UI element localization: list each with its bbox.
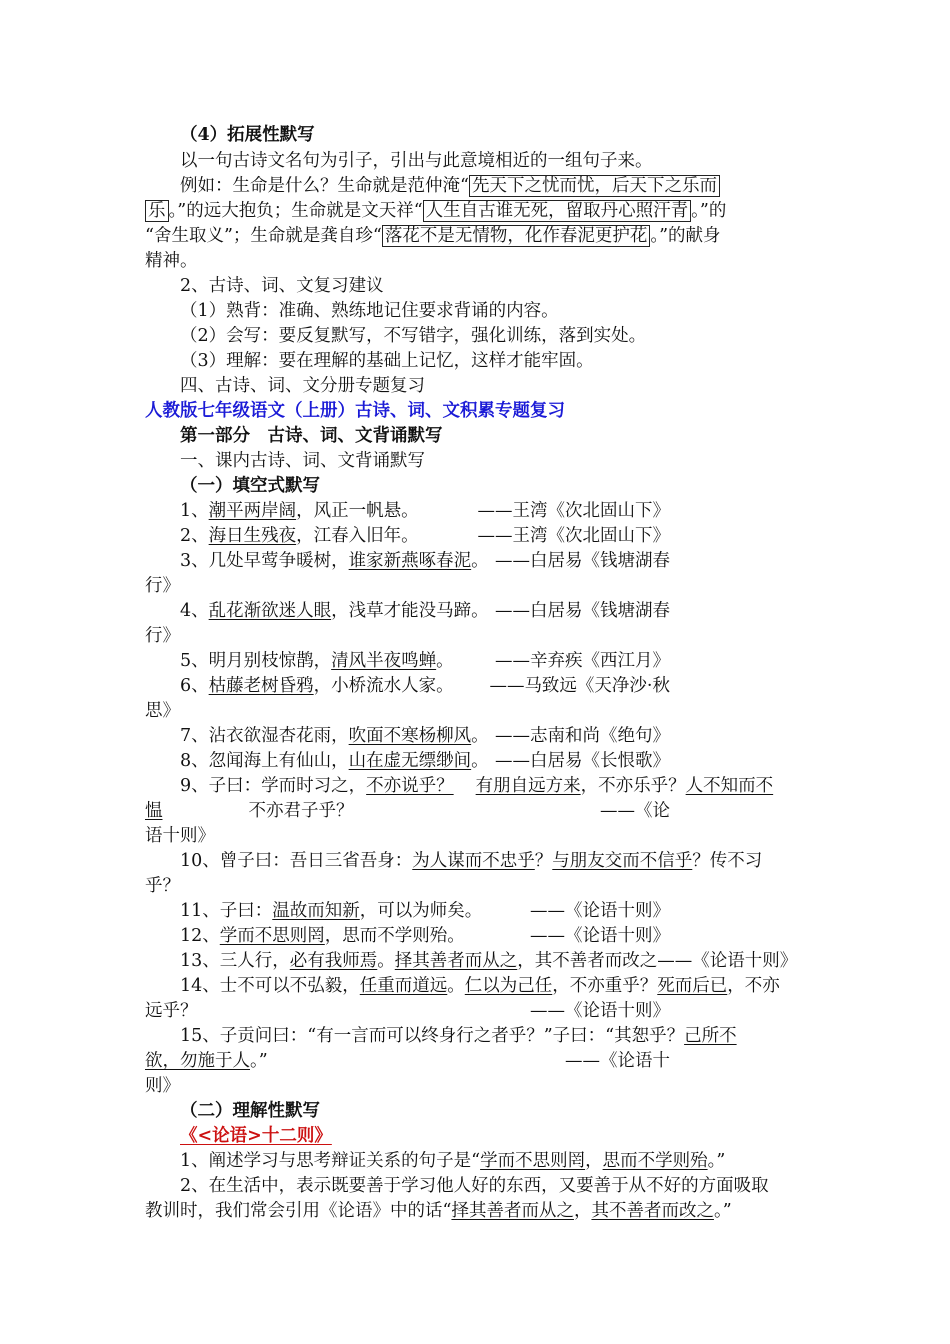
list-item — [180, 899, 810, 924]
answer-text: 清风半夜鸣蝉 — [331, 651, 437, 671]
source-citation: ——马致远《天净沙·秋 — [489, 676, 670, 696]
item-continuation: 语十则》 — [145, 826, 215, 846]
source-citation: ——白居易《钱塘湖春 — [495, 601, 670, 621]
example-text: “舍生取义”；生命就是龚自珍“ — [145, 226, 382, 246]
understanding-heading: （二）理解性默写 — [180, 1101, 320, 1121]
item-text: 2、 — [180, 526, 209, 546]
item-text: 。 — [447, 976, 465, 996]
source-citation: ——王湾《次北固山下》 — [477, 526, 670, 546]
item-text: 3、几处早莺争暖树， — [180, 551, 349, 571]
source-citation: ——《论语十则》 — [530, 926, 670, 946]
advice-item-1: （1）熟背：准确、熟练地记住要求背诵的内容。 — [180, 301, 559, 321]
doc-title: 人教版七年级语文（上册）古诗、词、文积累专题复习 — [145, 401, 565, 421]
fill-in-heading: （一）填空式默写 — [180, 476, 320, 496]
answer-text: 死而后已 — [657, 976, 728, 996]
example-line-1 — [180, 174, 810, 199]
answer-text: 其不善者而改之 — [591, 1201, 714, 1221]
answer-text: 必有我师焉 — [289, 951, 378, 971]
item-continuation: 乎？ — [145, 876, 180, 896]
question-text: 。” — [707, 1151, 726, 1171]
answer-text: 愠 — [145, 801, 163, 821]
expansion-desc: 以一句古诗文名句为引子，引出与此意境相近的一组句子来。 — [180, 151, 653, 171]
list-item — [180, 949, 810, 974]
item-text: 4、 — [180, 601, 209, 621]
item-text: ，不亦乐乎？ — [580, 776, 686, 796]
item-text: ，不亦重乎？ — [552, 976, 658, 996]
source-citation: ——辛弃疾《西江月》 — [495, 651, 670, 671]
item-text: 14、士不可以不弘毅， — [180, 976, 360, 996]
example-line-4: 精神。 — [145, 251, 198, 271]
answer-text: 择其善者而从之 — [451, 1201, 574, 1221]
answer-text: 己所不 — [684, 1026, 737, 1046]
answer-text: 有朋自远方来 — [475, 776, 581, 796]
list-item — [180, 499, 810, 524]
answer-text: 学而不思则罔 — [219, 926, 325, 946]
list-item — [180, 724, 810, 749]
question-1 — [180, 1149, 810, 1174]
list-item — [180, 849, 810, 874]
answer-text: 山在虚无缥缈间 — [348, 751, 472, 771]
answer-text: 吹面不寒杨柳风 — [348, 726, 472, 746]
answer-box: 先天下之忧而忧，后天下之乐而 — [469, 175, 720, 197]
item-text: 。 — [471, 551, 489, 571]
list-item — [180, 774, 810, 799]
source-citation: ——《论语十则》 — [530, 1001, 670, 1021]
question-text: 1、阐述学习与思考辩证关系的句子是“ — [180, 1151, 481, 1171]
example-text: 。”的献身 — [650, 226, 721, 246]
item-text: 11、子曰： — [180, 901, 273, 921]
example-line-3 — [145, 224, 810, 249]
answer-text: 枯藤老树昏鸦 — [208, 676, 314, 696]
list-item — [180, 674, 810, 699]
item-text: 5、明月别枝惊鹊， — [180, 651, 332, 671]
item-continuation: 行》 — [145, 626, 180, 646]
answer-text: 任重而道远 — [359, 976, 448, 996]
question-text: ， — [573, 1201, 592, 1221]
section-four-title: 四、古诗、词、文分册专题复习 — [180, 376, 425, 396]
source-citation: ——白居易《长恨歌》 — [495, 751, 670, 771]
source-citation: ——白居易《钱塘湖春 — [495, 551, 670, 571]
answer-text: 学而不思则罔 — [480, 1151, 586, 1171]
list-item — [180, 549, 810, 574]
answer-box: 乐 — [145, 200, 169, 222]
item-text: ，可以为师矣。 — [359, 901, 483, 921]
source-citation: ——王湾《次北固山下》 — [477, 501, 670, 521]
answer-text: 谁家新燕啄春泥 — [348, 551, 472, 571]
list-item — [180, 974, 810, 999]
list-item — [180, 649, 810, 674]
item-text: 。 — [471, 751, 489, 771]
source-citation: ——《论语十 — [565, 1051, 670, 1071]
answer-text: 潮平两岸阔 — [208, 501, 297, 521]
list-item — [180, 924, 810, 949]
item-text: 1、 — [180, 501, 209, 521]
item-text: 6、 — [180, 676, 209, 696]
list-item — [180, 1024, 810, 1049]
example-line-2 — [145, 199, 810, 224]
source-citation: ——志南和尚《绝句》 — [495, 726, 670, 746]
item-continuation: 行》 — [145, 576, 180, 596]
advice-title: 2、古诗、词、文复习建议 — [180, 276, 384, 296]
item-text: ，其不善者而改之——《论语十则》 — [517, 951, 798, 971]
item-continuation — [145, 799, 810, 824]
part-one-heading: 第一部分 古诗、词、文背诵默写 — [180, 426, 443, 446]
item-text: 12、 — [180, 926, 220, 946]
answer-text: 与朋友交而不信乎 — [552, 851, 693, 871]
source-citation: ——《论 — [600, 801, 670, 821]
answer-text: 欲，勿施于人 — [145, 1051, 250, 1071]
example-text: 。”的远大抱负；生命就是文天祥“ — [168, 201, 423, 221]
answer-text: 思而不学则殆 — [602, 1151, 708, 1171]
question-text: 教训时，我们常会引用《论语》中的话“ — [145, 1201, 452, 1221]
item-text: 不亦君子乎？ — [248, 801, 354, 821]
item-text: 远乎？ — [145, 1001, 198, 1021]
example-text: 例如：生命是什么？生命就是范仲淹“ — [180, 176, 469, 196]
question-2-continuation — [145, 1199, 810, 1224]
item-text: 10、曾子曰：吾日三省吾身： — [180, 851, 413, 871]
item-continuation: 思》 — [145, 701, 180, 721]
item-text: 。 — [471, 726, 489, 746]
answer-text: 海日生残夜 — [208, 526, 297, 546]
item-text: ，浅草才能没马蹄。 — [331, 601, 489, 621]
item-continuation — [145, 1049, 810, 1074]
expansion-heading: （4）拓展性默写 — [180, 125, 315, 145]
item-continuation — [145, 999, 810, 1024]
example-text: 。”的 — [691, 201, 727, 221]
answer-text: 仁以为己任 — [464, 976, 553, 996]
item-text: 15、子贡问曰：“有一言而可以终身行之者乎？”子曰：“其恕乎？ — [180, 1026, 685, 1046]
item-text: ，思而不学则殆。 — [324, 926, 465, 946]
question-text: 。” — [713, 1201, 732, 1221]
item-text: ？传不习 — [692, 851, 763, 871]
answer-box: 落花不是无情物，化作春泥更护花 — [382, 225, 651, 247]
book-title-text: 《<论语>十二则》 — [180, 1126, 332, 1146]
item-text: 。 — [377, 951, 395, 971]
item-text: 13、三人行， — [180, 951, 290, 971]
list-item — [180, 749, 810, 774]
question-2: 2、在生活中，表示既要善于学习他人好的东西，又要善于从不好的方面吸取 — [180, 1176, 769, 1196]
answer-box: 人生自古谁无死，留取丹心照汗青 — [423, 200, 692, 222]
advice-item-3: （3）理解：要在理解的基础上记忆，这样才能牢固。 — [180, 351, 594, 371]
sub-heading: 一、课内古诗、词、文背诵默写 — [180, 451, 425, 471]
item-continuation: 则》 — [145, 1076, 180, 1096]
item-text: ，风正一帆悬。 — [296, 501, 419, 521]
book-title — [180, 1124, 810, 1149]
item-text: ，江春入旧年。 — [296, 526, 419, 546]
item-text: ？ — [534, 851, 553, 871]
question-text: ， — [585, 1151, 603, 1171]
item-text: 。” — [250, 1051, 268, 1071]
answer-text: 温故而知新 — [272, 901, 360, 921]
answer-text: 择其善者而从之 — [394, 951, 518, 971]
source-citation: ——《论语十则》 — [530, 901, 670, 921]
advice-item-2: （2）会写：要反复默写，不写错字，强化训练，落到实处。 — [180, 326, 647, 346]
item-text: 7、沾衣欲湿杏花雨， — [180, 726, 349, 746]
list-item — [180, 599, 810, 624]
item-text: ，不亦 — [727, 976, 780, 996]
answer-text: 人不知而不 — [685, 776, 774, 796]
list-item — [180, 524, 810, 549]
answer-text: 乱花渐欲迷人眼 — [208, 601, 332, 621]
item-text: 9、子曰：学而时习之， — [180, 776, 367, 796]
item-text: ，小桥流水人家。 — [313, 676, 454, 696]
answer-text: 不亦说乎？ — [366, 776, 454, 796]
answer-text: 为人谋而不忠乎 — [412, 851, 535, 871]
item-text: 。 — [436, 651, 454, 671]
item-text: 8、忽闻海上有仙山， — [180, 751, 349, 771]
